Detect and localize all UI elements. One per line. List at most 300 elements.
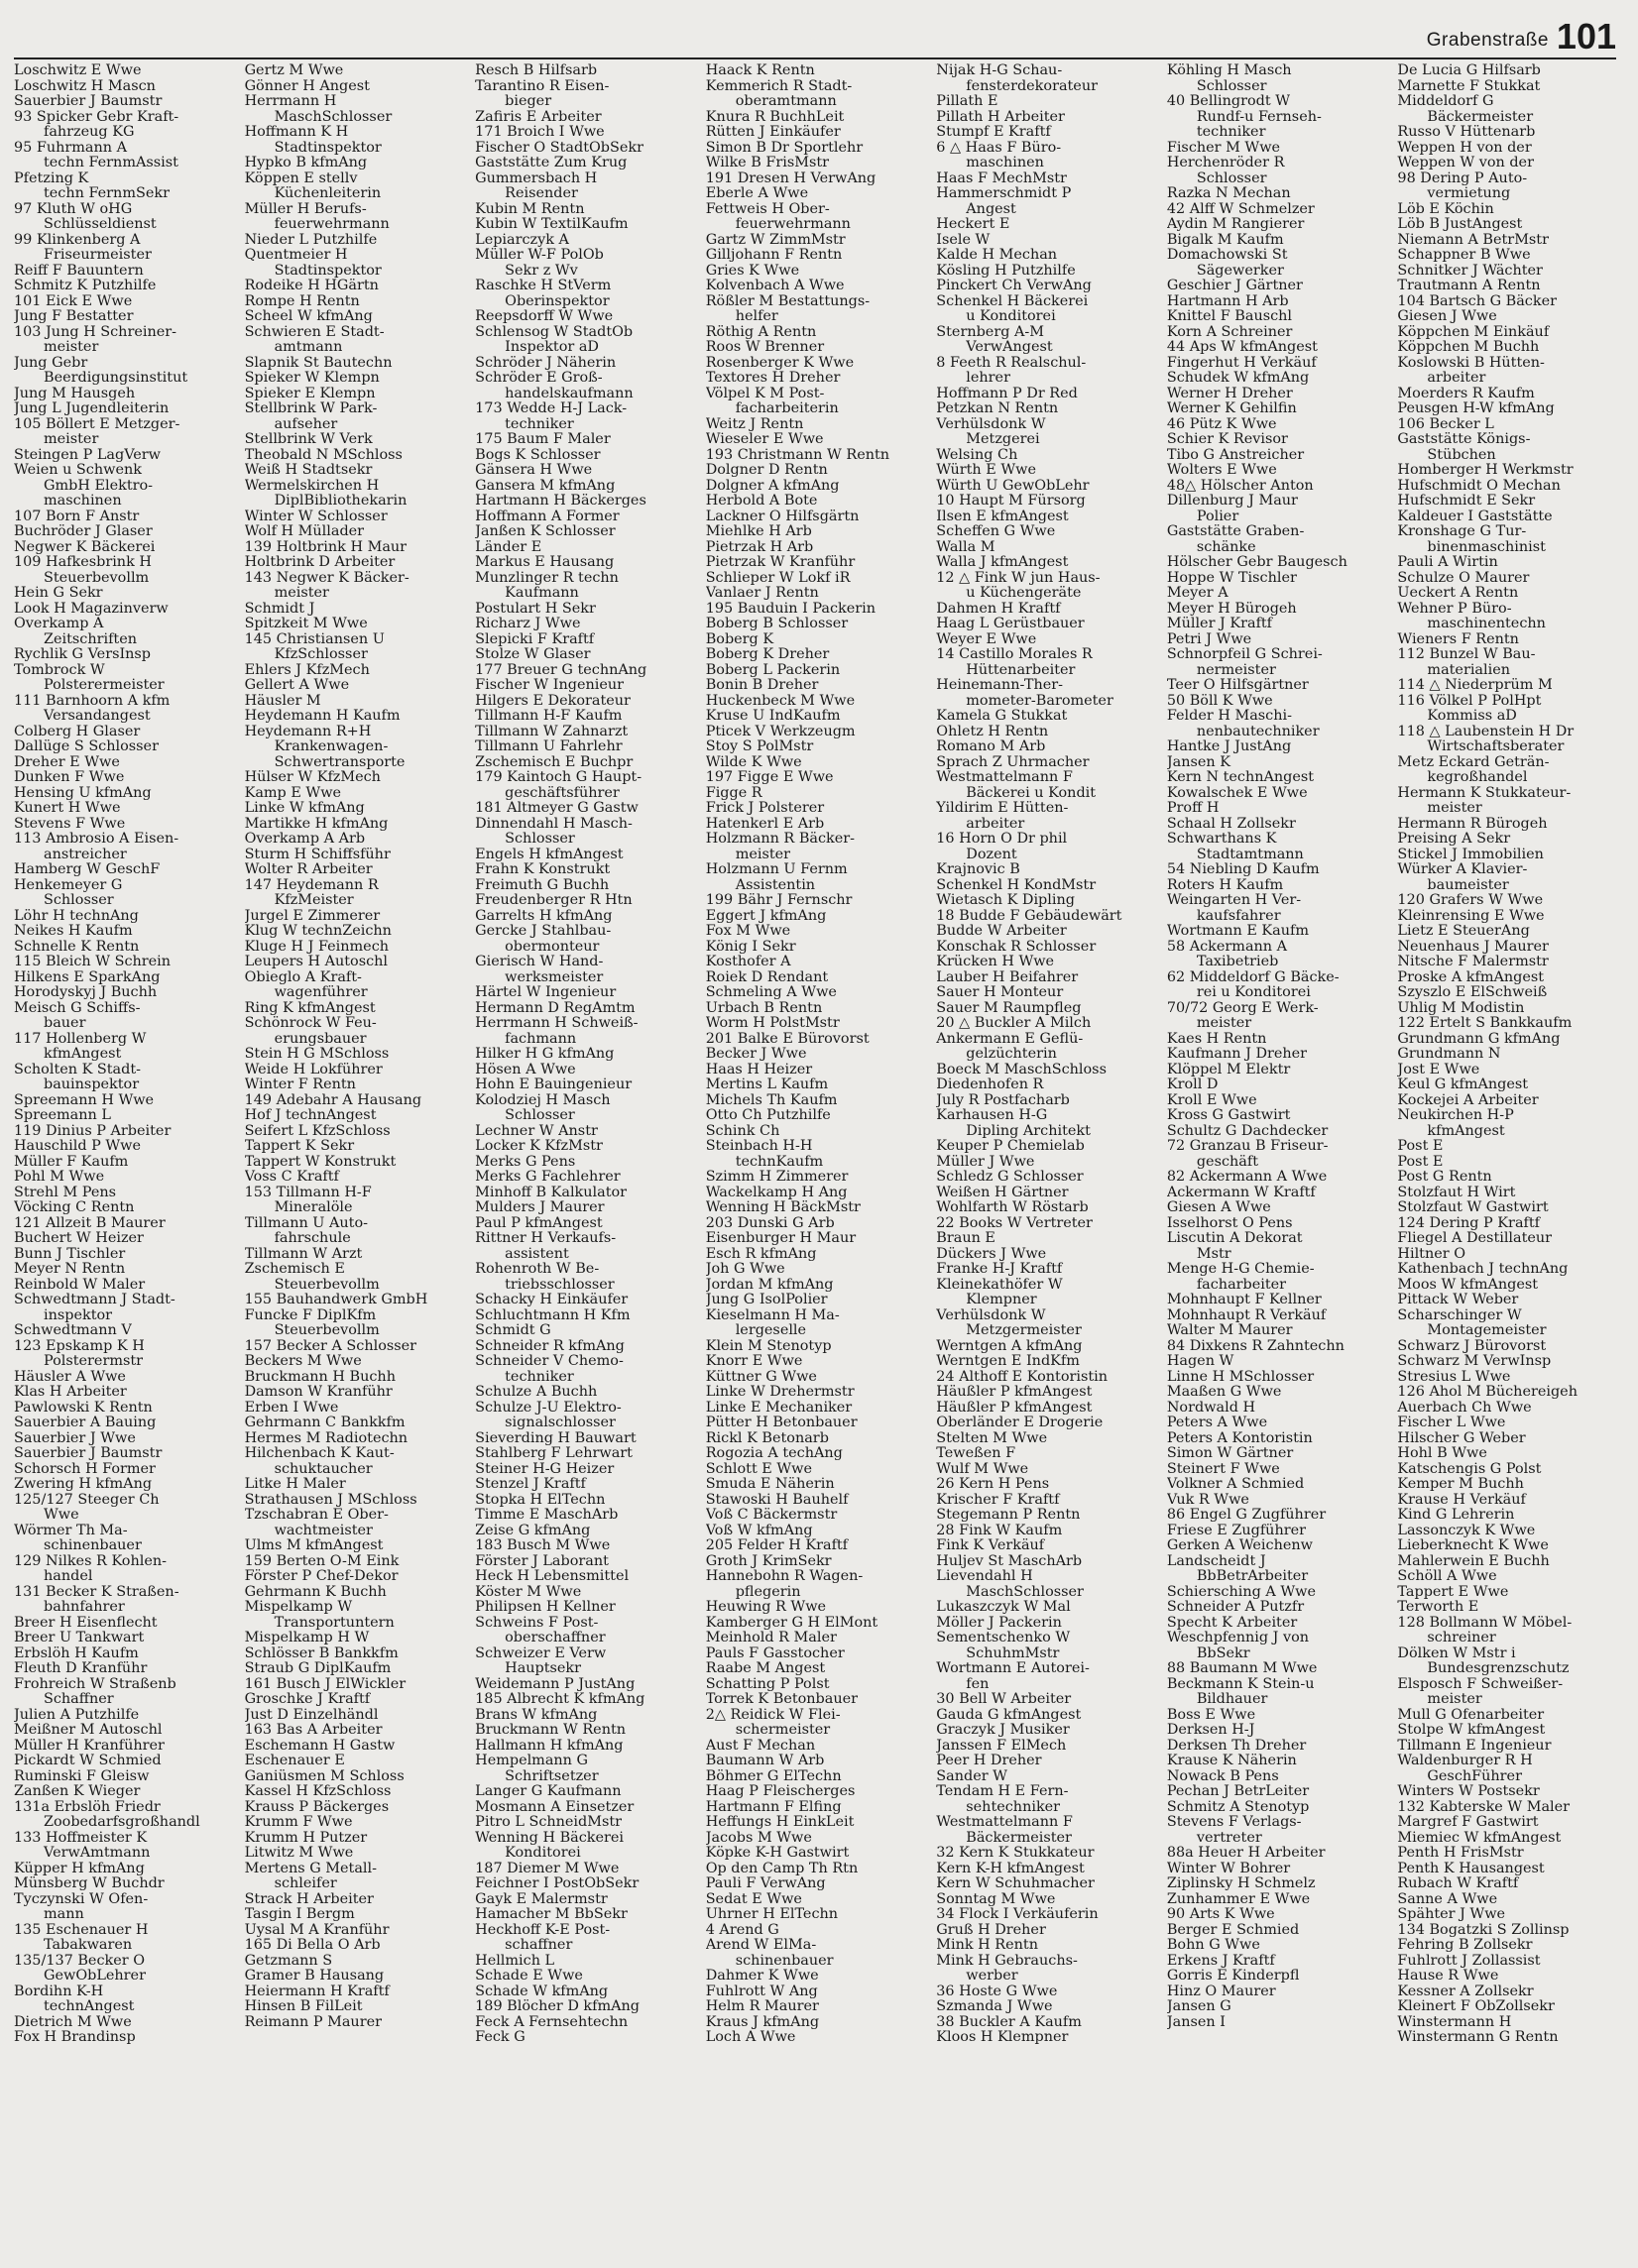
- directory-entry-continuation: Schlosser: [505, 1108, 575, 1123]
- directory-entry: Schiersching A Wwe: [1166, 1584, 1316, 1600]
- directory-entry: Kaufmann J Dreher: [1166, 1047, 1308, 1062]
- directory-entry: Kieselmann H Ma-: [705, 1307, 840, 1323]
- directory-entry: Timme E MaschArb: [475, 1508, 619, 1523]
- directory-entry: Nordwald H: [1166, 1400, 1256, 1416]
- directory-entry: Middeldorf G: [1397, 94, 1494, 109]
- directory-entry: Stumpf E Kraftf: [936, 125, 1051, 140]
- directory-entry: 97 Kluth W oHG: [14, 201, 133, 217]
- directory-entry: Aydin M Rangierer: [1166, 217, 1305, 232]
- directory-entry: Stegemann P Rentn: [936, 1508, 1081, 1523]
- directory-entry: Wietasch K Dipling: [936, 893, 1075, 908]
- directory-entry: Minhoff B Kalkulator: [475, 1185, 628, 1200]
- directory-entry: Kruse U IndKaufm: [705, 709, 841, 724]
- directory-entry-continuation: helfer: [735, 309, 778, 324]
- directory-entry: Resch B Hilfsarb: [475, 63, 598, 78]
- directory-entry: Graczyk J Musiker: [936, 1723, 1070, 1738]
- directory-entry: Holtbrink D Arbeiter: [244, 555, 396, 570]
- directory-entry-continuation: meister: [1196, 1016, 1252, 1031]
- directory-entry-continuation: Oberinspektor: [505, 293, 610, 309]
- directory-entry-continuation: Montagemeister: [1427, 1323, 1547, 1338]
- directory-entry: 135/137 Becker O: [14, 1953, 145, 1969]
- directory-entry: Hermann D RegAmtm: [475, 1000, 636, 1016]
- directory-entry: Jansen G: [1166, 1999, 1231, 2014]
- directory-entry: Op den Camp Th Rtn: [705, 1861, 859, 1876]
- directory-entry: Keul G kfmAngest: [1397, 1077, 1529, 1092]
- directory-entry: Köpke K-H Gastwirt: [705, 1846, 850, 1861]
- directory-entry: Mull G Ofenarbeiter: [1397, 1707, 1545, 1723]
- directory-entry: Hoppe W Tischler: [1166, 570, 1297, 586]
- directory-entry-continuation: Dozent: [966, 847, 1017, 862]
- directory-entry-continuation: Polier: [1196, 509, 1239, 524]
- directory-entry: Schweins F Post-: [475, 1615, 599, 1631]
- directory-entry: 95 Fuhrmann A: [14, 140, 128, 156]
- directory-entry-continuation: Sägewerker: [1196, 263, 1284, 279]
- directory-entry: Hellmich L: [475, 1953, 555, 1969]
- directory-entry: Schmeling A Wwe: [705, 985, 837, 1000]
- directory-entry: 126 Ahol M Büchereigeh: [1397, 1385, 1578, 1400]
- directory-entry-continuation: Stadtinspektor: [274, 263, 382, 279]
- directory-entry: Tyczynski W Ofen-: [14, 1891, 149, 1907]
- directory-entry: Terworth E: [1397, 1600, 1479, 1615]
- directory-entry: Pauli F VerwAng: [705, 1876, 826, 1891]
- directory-entry: Getzmann S: [244, 1953, 333, 1969]
- directory-entry: 106 Becker L: [1397, 416, 1494, 432]
- directory-entry: Moerders R Kaufm: [1397, 386, 1535, 401]
- directory-entry: Winstermann H: [1397, 2014, 1512, 2030]
- directory-entry: Kaes H Rentn: [1166, 1031, 1267, 1047]
- directory-entry: Jordan M kfmAng: [705, 1277, 834, 1293]
- directory-entry: Stawoski H Bauhelf: [705, 1492, 849, 1508]
- directory-entry-continuation: Zeitschriften: [44, 631, 137, 647]
- directory-entry: Jung F Bestatter: [14, 309, 134, 324]
- directory-entry: Ruminski F Gleisw: [14, 1768, 150, 1784]
- directory-entry: 44 Aps W kfmAngest: [1166, 340, 1318, 355]
- directory-entry: Gierisch W Hand-: [475, 955, 604, 969]
- directory-entry: Roiek D Rendant: [705, 969, 829, 985]
- directory-entry-continuation: Schlosser: [44, 893, 114, 908]
- directory-entry: Linke E Mechaniker: [705, 1400, 853, 1416]
- directory-entry: Peters A Wwe: [1166, 1416, 1268, 1430]
- directory-entry: Pickardt W Schmied: [14, 1754, 162, 1768]
- directory-entry: Spreemann H Wwe: [14, 1092, 155, 1108]
- directory-entry: Henkemeyer G: [14, 877, 123, 893]
- directory-entry-continuation: signalschlosser: [505, 1416, 616, 1430]
- directory-entry: Post G Rentn: [1397, 1170, 1492, 1185]
- directory-entry-continuation: Stadtinspektor: [274, 140, 382, 156]
- directory-entry: Russo V Hüttenarb: [1397, 125, 1536, 140]
- directory-entry: Krause K Näherin: [1166, 1754, 1297, 1768]
- directory-entry: 18 Budde F Gebäudewärt: [936, 908, 1122, 924]
- directory-entry: Uhrner H ElTechn: [705, 1907, 839, 1922]
- directory-entry: Schmidt G: [475, 1323, 551, 1338]
- directory-entry: Sauer H Monteur: [936, 985, 1064, 1000]
- directory-entry: 82 Ackermann A Wwe: [1166, 1170, 1328, 1185]
- directory-entry: Spitzkeit M Wwe: [244, 617, 368, 631]
- directory-entry: 48△ Hölscher Anton: [1166, 478, 1314, 494]
- directory-entry: Gilljohann F Rentn: [705, 248, 843, 263]
- directory-column-5: [936, 63, 1161, 2254]
- directory-entry: 111 Barnhoorn A kfm: [14, 693, 171, 709]
- directory-entry-continuation: GeschFührer: [1427, 1768, 1522, 1784]
- directory-entry: Uysal M A Kranführ: [244, 1922, 390, 1938]
- directory-entry-continuation: binenmaschinist: [1427, 539, 1546, 555]
- directory-entry: Gayk E Malermstr: [475, 1891, 608, 1907]
- directory-entry-continuation: Schriftsetzer: [505, 1768, 599, 1784]
- directory-entry: Hölscher Gebr Baugesch: [1166, 555, 1347, 570]
- directory-entry: Sternberg A-M: [936, 324, 1044, 340]
- directory-entry: Obieglo A Kraft-: [244, 969, 362, 985]
- directory-entry: Haag L Gerüstbauer: [936, 617, 1085, 631]
- directory-entry: Heuwing R Wwe: [705, 1600, 827, 1615]
- directory-entry: Rubach W Kraftf: [1397, 1876, 1519, 1891]
- directory-entry-continuation: bauer: [44, 1016, 86, 1031]
- directory-entry: Joh G Wwe: [705, 1262, 785, 1277]
- directory-entry: Strack H Arbeiter: [244, 1891, 374, 1907]
- directory-entry: Gaststätte Zum Krug: [475, 156, 628, 170]
- directory-entry: Otto Ch Putzhilfe: [705, 1108, 831, 1123]
- directory-entry: Pillath E: [936, 94, 998, 109]
- directory-entry: Dolgner A kfmAng: [705, 478, 840, 494]
- directory-entry: Steingen P LagVerw: [14, 447, 161, 463]
- directory-entry: Wehner P Büro-: [1397, 601, 1512, 617]
- directory-entry: Beckmann K Stein-u: [1166, 1676, 1315, 1692]
- directory-entry: Pittack W Weber: [1397, 1293, 1519, 1307]
- directory-entry: Kubin W TextilKaufm: [475, 217, 629, 232]
- directory-entry: Jost E Wwe: [1397, 1062, 1480, 1077]
- directory-entry: 201 Balke E Bürovorst: [705, 1031, 870, 1047]
- directory-entry-continuation: werber: [966, 1969, 1018, 1984]
- directory-entry-continuation: kegroßhandel: [1427, 770, 1528, 785]
- directory-entry: Schwarz M VerwInsp: [1397, 1354, 1552, 1369]
- directory-entry: Margref F Gastwirt: [1397, 1815, 1539, 1830]
- directory-entry: Schneider R kfmAng: [475, 1338, 625, 1354]
- directory-entry-continuation: handelskaufmann: [505, 386, 634, 401]
- directory-entry-continuation: Klempner: [966, 1293, 1037, 1307]
- directory-entry-continuation: Metzgermeister: [966, 1323, 1082, 1338]
- directory-entry: 105 Böllert E Metzger-: [14, 416, 180, 432]
- directory-entry: Simon B Dr Sportlehr: [705, 140, 864, 156]
- directory-entry: Fehring B Zollsekr: [1397, 1938, 1533, 1953]
- directory-entry: Hilscher G Weber: [1397, 1430, 1526, 1446]
- directory-entry: Pütter H Betonbauer: [705, 1416, 858, 1430]
- directory-entry: Hösen A Wwe: [475, 1062, 576, 1077]
- directory-entry: Szmanda J Wwe: [936, 1999, 1053, 2014]
- directory-entry: Zschemisch E Buchpr: [475, 754, 634, 770]
- directory-entry: Torrek K Betonbauer: [705, 1692, 859, 1707]
- directory-entry: Sonntag M Wwe: [936, 1891, 1056, 1907]
- directory-entry: Lieberknecht K Wwe: [1397, 1538, 1549, 1553]
- directory-entry-continuation: Schlosser: [505, 832, 575, 847]
- directory-entry: Gauda G kfmAngest: [936, 1707, 1082, 1723]
- directory-entry-continuation: handel: [44, 1569, 93, 1584]
- directory-entry-continuation: techniker: [505, 1369, 574, 1385]
- directory-entry-continuation: Steuerbevollm: [274, 1277, 380, 1293]
- directory-entry: Kraus J kfmAng: [705, 2014, 820, 2030]
- directory-entry: Werner K Gehilfin: [1166, 401, 1297, 416]
- directory-entry: Eisenburger H Maur: [705, 1231, 857, 1246]
- directory-entry: 143 Negwer K Bäcker-: [244, 570, 410, 586]
- directory-entry: Baumann W Arb: [705, 1754, 825, 1768]
- directory-entry: Julien A Putzhilfe: [14, 1707, 140, 1723]
- directory-entry: Feck G: [475, 2030, 526, 2045]
- directory-entry: Werntgen A kfmAng: [936, 1338, 1083, 1354]
- directory-entry: Würth E Wwe: [936, 463, 1036, 478]
- directory-entry: July R Postfacharb: [936, 1092, 1070, 1108]
- directory-entry: 135 Eschenauer H: [14, 1922, 149, 1938]
- directory-entry: Krause H Verkäuf: [1397, 1492, 1526, 1508]
- directory-entry-continuation: GewObLehrer: [44, 1969, 146, 1984]
- page-number: 101: [1556, 16, 1616, 57]
- directory-entry-continuation: u Küchengeräte: [966, 586, 1082, 601]
- directory-entry: Landscheidt J: [1166, 1553, 1266, 1569]
- directory-entry: Sanne A Wwe: [1397, 1891, 1498, 1907]
- directory-entry: Schorsch H Former: [14, 1461, 156, 1477]
- directory-entry-continuation: oberschaffner: [505, 1631, 606, 1645]
- directory-entry: Leupers H Autoschl: [244, 955, 389, 969]
- directory-entry: Trautmann A Rentn: [1397, 279, 1541, 293]
- directory-entry: 149 Adebahr A Hausang: [244, 1092, 422, 1108]
- directory-entry: 46 Pütz K Wwe: [1166, 416, 1277, 432]
- directory-entry: Kathenbach J technAng: [1397, 1262, 1569, 1277]
- directory-entry: 10 Haupt M Fürsorg: [936, 494, 1086, 509]
- directory-entry: Huckenbeck M Wwe: [705, 693, 856, 709]
- directory-entry: 123 Epskamp K H: [14, 1338, 145, 1354]
- directory-entry-continuation: lehrer: [966, 371, 1010, 386]
- directory-entry: Stein H G MSchloss: [244, 1047, 390, 1062]
- directory-entry: Förster P Chef-Dekor: [244, 1569, 399, 1584]
- directory-entry: Textores H Dreher: [705, 371, 841, 386]
- directory-entry: Kronshage G Tur-: [1397, 524, 1527, 539]
- directory-entry: Eschenauer E: [244, 1754, 345, 1768]
- directory-entry: Isele W: [936, 232, 991, 248]
- directory-entry-continuation: nermeister: [1196, 662, 1276, 678]
- directory-entry: Moos W kfmAngest: [1397, 1277, 1539, 1293]
- directory-entry-continuation: Polsterermeister: [44, 678, 165, 693]
- directory-entry: Hannebohn R Wagen-: [705, 1569, 864, 1584]
- directory-entry: Müller H Berufs-: [244, 201, 367, 217]
- directory-entry-continuation: Angest: [966, 201, 1016, 217]
- directory-entry-continuation: BbSekr: [1196, 1645, 1250, 1661]
- directory-entry: 131 Becker K Straßen-: [14, 1584, 179, 1600]
- directory-entry: Korn A Schreiner: [1166, 324, 1293, 340]
- directory-entry: Häußler P kfmAngest: [936, 1385, 1093, 1400]
- directory-entry: Herrmann H Schweiß-: [475, 1016, 639, 1031]
- directory-entry-continuation: Schlosser: [1196, 170, 1267, 186]
- directory-entry: Köppchen M Buchh: [1397, 340, 1540, 355]
- directory-entry: Markus E Hausang: [475, 555, 615, 570]
- directory-entry: Grundmann N: [1397, 1047, 1501, 1062]
- directory-entry: Niemann A BetrMstr: [1397, 232, 1549, 248]
- directory-entry: Bogs K Schlosser: [475, 447, 601, 463]
- directory-entry: Knura R BuchhLeit: [705, 109, 845, 125]
- directory-entry: Sementschenko W: [936, 1631, 1071, 1645]
- directory-entry: 112 Bunzel W Bau-: [1397, 647, 1536, 662]
- directory-entry: Lukaszczyk W Mal: [936, 1600, 1071, 1615]
- directory-entry: Fox M Wwe: [705, 924, 791, 939]
- directory-entry: Ohletz H Rentn: [936, 724, 1049, 739]
- directory-entry: Herrmann H: [244, 94, 337, 109]
- directory-entry: Menge H-G Chemie-: [1166, 1262, 1315, 1277]
- directory-entry: Hammerschmidt P: [936, 186, 1072, 201]
- directory-entry-continuation: aufseher: [274, 416, 338, 432]
- directory-entry: Schlensog W StadtOb: [475, 324, 634, 340]
- directory-entry: Stresius L Wwe: [1397, 1369, 1511, 1385]
- directory-entry: Raschke H StVerm: [475, 279, 612, 293]
- directory-entry: Gellert A Wwe: [244, 678, 350, 693]
- directory-entry-continuation: obermonteur: [505, 939, 600, 955]
- directory-entry: Hamberg W GeschF: [14, 862, 161, 877]
- directory-entry-continuation: facharbeiter: [1196, 1277, 1287, 1293]
- directory-entry: Mertins L Kaufm: [705, 1077, 829, 1092]
- directory-entry: Dillenburg J Maur: [1166, 494, 1298, 509]
- directory-entry: Spieker E Klempn: [244, 386, 376, 401]
- directory-entry-continuation: technAngest: [44, 1999, 135, 2014]
- directory-entry: Szyszlo E ElSchweiß: [1397, 985, 1548, 1000]
- directory-entry: Schnitker J Wächter: [1397, 263, 1543, 279]
- directory-entry-continuation: Mstr: [1196, 1246, 1231, 1262]
- directory-entry: Mispelkamp H W: [244, 1631, 370, 1645]
- directory-entry: Schneider V Chemo-: [475, 1354, 624, 1369]
- directory-entry: Loschwitz H Mascn: [14, 78, 156, 94]
- directory-entry: Mohnhaupt R Verkäuf: [1166, 1307, 1327, 1323]
- directory-entry: Stahlberg F Lehrwart: [475, 1446, 633, 1461]
- directory-entry: Wolter R Arbeiter: [244, 862, 373, 877]
- directory-entry: Hohl B Wwe: [1397, 1446, 1487, 1461]
- directory-entry-continuation: geschäft: [1196, 1154, 1258, 1170]
- directory-entry: Rogozia A techAng: [705, 1446, 843, 1461]
- directory-entry: Jurgel E Zimmerer: [244, 908, 381, 924]
- directory-entry: 171 Broich I Wwe: [475, 125, 605, 140]
- directory-entry-continuation: meister: [44, 432, 99, 447]
- directory-entry: Schlieper W Lokf iR: [705, 570, 851, 586]
- directory-entry: Buchert W Heizer: [14, 1231, 144, 1246]
- directory-entry: Hermann R Bürogeh: [1397, 816, 1548, 832]
- directory-entry: Giesen A Wwe: [1166, 1200, 1271, 1215]
- directory-entry: Roos W Brenner: [705, 340, 825, 355]
- directory-entry-continuation: geschäftsführer: [505, 785, 620, 801]
- directory-entry: Wilde K Wwe: [705, 754, 802, 770]
- directory-entry: 128 Bollmann W Möbel-: [1397, 1615, 1573, 1631]
- directory-entry-continuation: VerwAngest: [966, 340, 1053, 355]
- directory-entry: 117 Hollenberg W: [14, 1031, 147, 1047]
- directory-entry: Sander W: [936, 1768, 1007, 1784]
- directory-entry: Negwer K Bäckerei: [14, 539, 156, 555]
- directory-entry: Wohlfarth W Röstarb: [936, 1200, 1089, 1215]
- directory-entry: 205 Felder H Kraftf: [705, 1538, 849, 1553]
- directory-entry: Franke H-J Kraftf: [936, 1262, 1063, 1277]
- directory-entry: Aust F Mechan: [705, 1738, 816, 1754]
- directory-entry-continuation: Bäckerei u Kondit: [966, 785, 1097, 801]
- directory-entry: 121 Allzeit B Maurer: [14, 1215, 166, 1231]
- directory-entry-continuation: Stadtamtmann: [1196, 847, 1304, 862]
- directory-entry: Grundmann G kfmAng: [1397, 1031, 1561, 1047]
- directory-entry: Schwarthans K: [1166, 832, 1277, 847]
- directory-entry: Linke W Drehermstr: [705, 1385, 855, 1400]
- directory-entry: Hilgers E Dekorateur: [475, 693, 631, 709]
- directory-entry: Katschengis G Polst: [1397, 1461, 1542, 1477]
- directory-entry: Schöll A Wwe: [1397, 1569, 1497, 1584]
- directory-entry: Dunken F Wwe: [14, 770, 125, 785]
- directory-entry: Postulart H Sekr: [475, 601, 596, 617]
- directory-entry: Braun E: [936, 1231, 995, 1246]
- directory-entry: 24 Althoff E Kontoristin: [936, 1369, 1109, 1385]
- directory-entry: Szimm H Zimmerer: [705, 1170, 849, 1185]
- directory-entry: Richarz J Wwe: [475, 617, 581, 631]
- directory-entry: Schnelle K Rentn: [14, 939, 140, 955]
- directory-entry: Hantke J JustAng: [1166, 739, 1292, 754]
- directory-entry: Pinckert Ch VerwAng: [936, 279, 1092, 293]
- directory-entry: Fox H Brandinsp: [14, 2030, 136, 2045]
- directory-entry: Felder H Maschi-: [1166, 709, 1292, 724]
- directory-entry: Stolzfaut H Wirt: [1397, 1185, 1516, 1200]
- directory-entry: Wermelskirchen H: [244, 478, 380, 494]
- directory-entry: Kern W Schuhmacher: [936, 1876, 1095, 1891]
- directory-entry: Schade E Wwe: [475, 1969, 583, 1984]
- directory-entry: 107 Born F Anstr: [14, 509, 140, 524]
- directory-entry: Mertens G Metall-: [244, 1861, 377, 1876]
- directory-entry: Kalde H Mechan: [936, 248, 1058, 263]
- directory-entry: Post E: [1397, 1139, 1444, 1154]
- directory-entry-continuation: SchuhmMstr: [966, 1645, 1060, 1661]
- directory-entry: König I Sekr: [705, 939, 796, 955]
- directory-entry: Fink K Verkäuf: [936, 1538, 1045, 1553]
- directory-entry: Boberg K: [705, 631, 774, 647]
- directory-entry: Roters H Kaufm: [1166, 877, 1284, 893]
- directory-entry: Dahmen H Kraftf: [936, 601, 1061, 617]
- directory-entry: Häusler A Wwe: [14, 1369, 126, 1385]
- directory-entry: Kroll D: [1166, 1077, 1219, 1092]
- directory-entry-continuation: werksmeister: [505, 969, 604, 985]
- directory-entry-continuation: anstreicher: [44, 847, 127, 862]
- directory-entry: 58 Ackermann A: [1166, 939, 1288, 955]
- directory-entry: Petzkan N Rentn: [936, 401, 1059, 416]
- directory-entry: Hartmann F Elfing: [705, 1799, 842, 1815]
- directory-entry: Würth U GewObLehr: [936, 478, 1090, 494]
- directory-entry: Gehrmann K Buchh: [244, 1584, 387, 1600]
- directory-entry: Urbach B Rentn: [705, 1000, 823, 1016]
- directory-entry-continuation: meister: [44, 340, 99, 355]
- directory-entry: Sturm H Schiffsführ: [244, 847, 391, 862]
- directory-entry: Weide H Lokführer: [244, 1062, 383, 1077]
- directory-entry: Teer O Hilfsgärtner: [1166, 678, 1309, 693]
- directory-entry: Jansen I: [1166, 2014, 1226, 2030]
- directory-entry: Krumm F Wwe: [244, 1815, 353, 1830]
- directory-entry: Preising A Sekr: [1397, 832, 1511, 847]
- directory-entry: Winter F Rentn: [244, 1077, 356, 1092]
- directory-entry-continuation: Friseurmeister: [44, 248, 152, 263]
- directory-entry: 62 Middeldorf G Bäcke-: [1166, 969, 1340, 985]
- directory-entry: Heffungs H EinkLeit: [705, 1815, 855, 1830]
- directory-entry: Westmattelmann F: [936, 1815, 1073, 1830]
- directory-entry: Gerken A Weichenw: [1166, 1538, 1313, 1553]
- directory-entry: Löb B JustAngest: [1397, 217, 1523, 232]
- directory-entry-continuation: meister: [1427, 1692, 1482, 1707]
- directory-entry: 161 Busch J ElWickler: [244, 1676, 407, 1692]
- directory-entry: Huljev St MaschArb: [936, 1553, 1083, 1569]
- directory-entry-continuation: Sekr z Wv: [505, 263, 578, 279]
- directory-entry: Kleinert F ObZollsekr: [1397, 1999, 1555, 2014]
- directory-entry: 72 Granzau B Friseur-: [1166, 1139, 1329, 1154]
- directory-entry-continuation: erungsbauer: [274, 1031, 367, 1047]
- directory-entry-continuation: baumeister: [1427, 877, 1509, 893]
- directory-entry: Härtel W Ingenieur: [475, 985, 617, 1000]
- directory-entry: Pitro L SchneidMstr: [475, 1815, 623, 1830]
- directory-entry: Hof J technAngest: [244, 1108, 377, 1123]
- directory-entry-continuation: techn FernmAssist: [44, 156, 178, 170]
- directory-entry: Frohreich W Straßenb: [14, 1676, 176, 1692]
- directory-entry-continuation: meister: [274, 586, 329, 601]
- directory-entry: Kleinekathöfer W: [936, 1277, 1063, 1293]
